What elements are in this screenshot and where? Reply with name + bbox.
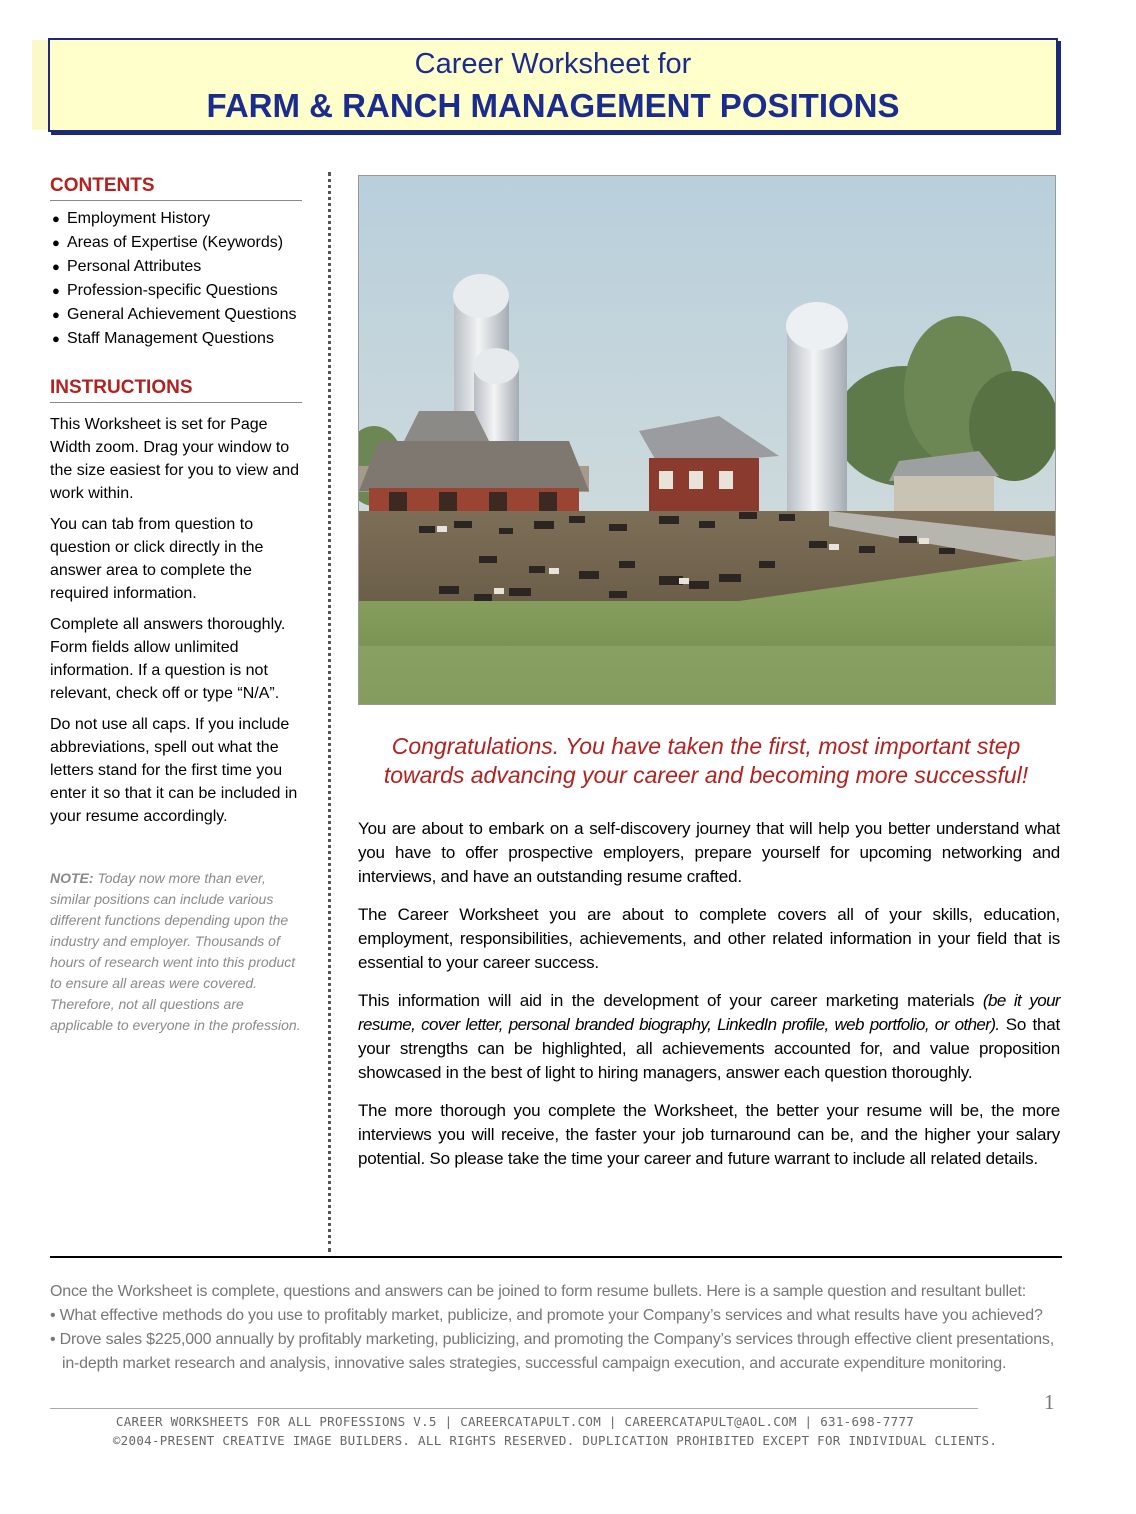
- footer-contact: CAREER WORKSHEETS FOR ALL PROFESSIONS V.5 | CAREERCATAPULT.COM | CAREERCATAPULT@AOL.COM | 631-698-7777: [115, 1414, 915, 1429]
- footer-copyright: ©2004-PRESENT CREATIVE IMAGE BUILDERS. ALL RIGHTS RESERVED. DUPLICATION PROHIBITED EXCEPT FOR INDIVIDUAL CLIENTS.: [112, 1433, 998, 1448]
- contents-heading: CONTENTS: [50, 175, 302, 201]
- page-number: 1: [1044, 1390, 1055, 1414]
- instruction-paragraph: Complete all answers thoroughly. Form fields allow unlimited information. If a question is not relevant, check off or type “N/A”.: [50, 616, 286, 702]
- sample-bullet-line: • Drove sales $225,000 annually by profitably marketing, publicizing, and promoting the Company’s services through effective client presentations,: [50, 1331, 1054, 1348]
- intro-body: [358, 817, 1060, 1185]
- body-paragraph: The more thorough you complete the Worksheet, the better your resume will be, the more interviews you will receive, the faster your job turnaround can be, and the higher your salary potential. So please take the time your career and future warrant to include all related details.: [358, 1101, 1060, 1168]
- contents-item[interactable]: ● Personal Attributes: [50, 255, 302, 279]
- instruction-paragraph: You can tab from question to question or click directly in the answer area to complete the required information.: [50, 516, 264, 602]
- contents-list: [50, 207, 302, 351]
- sidebar: [50, 175, 302, 1036]
- bullet-icon: ●: [52, 259, 60, 274]
- bullet-icon: ●: [52, 331, 60, 346]
- column-divider: [328, 172, 331, 1252]
- instructions-text: [50, 413, 302, 828]
- footer: [50, 1412, 1060, 1450]
- note: [50, 868, 302, 1036]
- contents-item[interactable]: ● Employment History: [50, 207, 302, 231]
- page-title: FARM & RANCH MANAGEMENT POSITIONS: [206, 87, 900, 124]
- bullet-icon: ●: [52, 235, 60, 250]
- section-divider: [50, 1256, 1062, 1258]
- contents-item[interactable]: ● Profession-specific Questions: [50, 279, 302, 303]
- sample-bullet-block: [50, 1280, 1090, 1376]
- contents-item[interactable]: ● Areas of Expertise (Keywords): [50, 231, 302, 255]
- instructions-heading: INSTRUCTIONS: [50, 377, 302, 403]
- bullet-icon: ●: [52, 307, 60, 322]
- contents-item[interactable]: ● General Achievement Questions: [50, 303, 302, 327]
- sample-intro: Once the Worksheet is complete, questions and answers can be joined to form resume bullets. Here is a sample question and resultant bullet:: [50, 1283, 1026, 1300]
- footer-divider: [50, 1408, 978, 1409]
- bullet-icon: ●: [52, 283, 60, 298]
- bullet-icon: ●: [52, 211, 60, 226]
- sample-bullet-line: in-depth market research and analysis, innovative sales strategies, successful campaign execution, and accurate expenditure monitoring.: [62, 1355, 1007, 1372]
- body-paragraph: The Career Worksheet you are about to complete covers all of your skills, education, employment, responsibilities, achievements, and other related information in your field that is essential to your career success.: [358, 905, 1060, 972]
- contents-item[interactable]: ● Staff Management Questions: [50, 327, 302, 351]
- note-label: NOTE:: [50, 870, 94, 886]
- body-paragraph: You are about to embark on a self-discovery journey that will help you better understand what you have to offer prospective employers, prepare yourself for upcoming networking and interviews, and have an outstanding resume crafted.: [358, 819, 1060, 886]
- instruction-paragraph: Do not use all caps. If you include abbreviations, spell out what the letters stand for the first time you enter it so that it can be included in your resume accordingly.: [50, 716, 298, 825]
- body-paragraph: This information will aid in the development of your career marketing materials (be it your resume, cover letter, personal branded biography, LinkedIn profile, web portfolio, or other). So that your strengths can be highlighted, all achievements accounted for, and value proposition showcased in the best of light to hiring managers, answer each question thoroughly.: [358, 991, 1061, 1082]
- farm-photo: [358, 175, 1056, 705]
- title-subtitle: Career Worksheet for: [414, 48, 692, 80]
- title-banner: [48, 38, 1058, 132]
- sample-question: • What effective methods do you use to profitably market, publicize, and promote your Company’s services and what results have you achieved?: [50, 1307, 1043, 1324]
- congrats-message: Congratulations. You have taken the first, most important step towards advancing your career and becoming more successful!: [383, 733, 1029, 788]
- note-text: Today now more than ever, similar positions can include various different functions depending upon the industry and employer. Thousands of hours of research went into this product to ensure all areas were covered. Therefore, not all questions are applicable to everyone in the profession.: [50, 870, 301, 1033]
- instruction-paragraph: This Worksheet is set for Page Width zoom. Drag your window to the size easiest for you to view and work within.: [50, 416, 300, 502]
